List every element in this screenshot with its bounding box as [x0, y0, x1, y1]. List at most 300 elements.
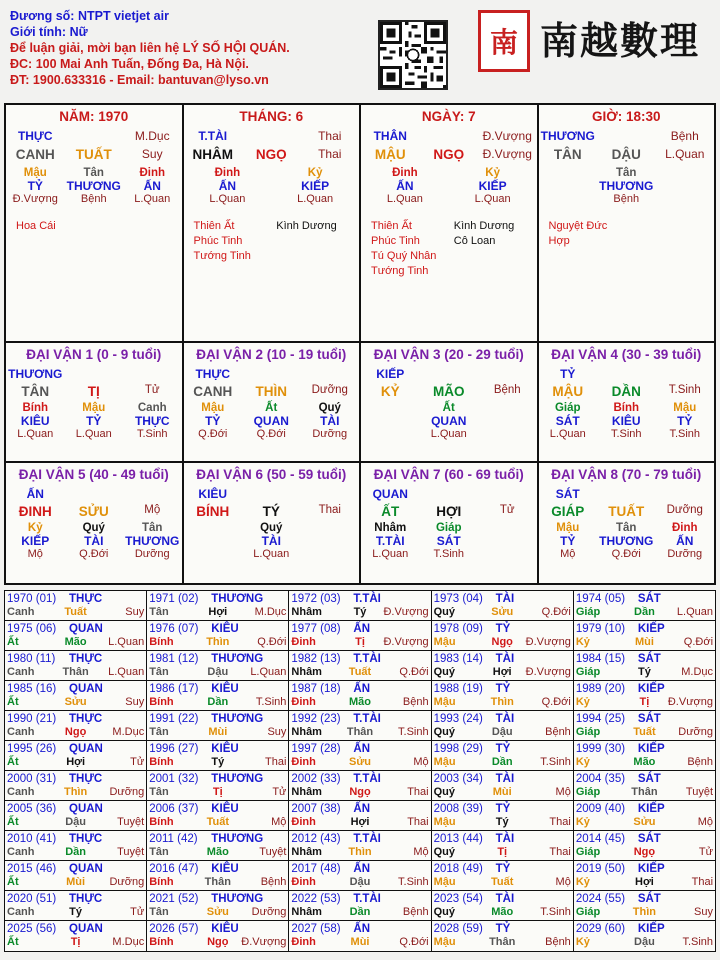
pillar-hgod-row — [184, 179, 360, 193]
year-line-2 — [576, 936, 713, 949]
luck-hidden-row — [539, 402, 715, 414]
year-god: THƯƠNG — [211, 653, 264, 665]
hidden-god: ẤN — [396, 179, 414, 193]
year-label: 1989 (20) — [575, 683, 626, 695]
year-god: ẤN — [353, 863, 371, 875]
year-chi: Ngọ — [64, 726, 87, 738]
luck-hidden-row — [6, 402, 182, 414]
pillar-god: THƯƠNG — [540, 129, 595, 143]
year-line-2 — [576, 756, 713, 769]
year-line-1 — [7, 892, 144, 906]
year-state: Suy — [125, 696, 145, 708]
stars-col-2 — [276, 219, 359, 264]
year-can: Mậu — [433, 936, 456, 948]
luck-state: Tử — [499, 504, 515, 516]
pillar-hgod-row — [361, 179, 537, 193]
year-god: THỰC — [69, 713, 103, 725]
year-line-1 — [434, 622, 571, 636]
year-god: TÀI — [495, 893, 515, 905]
hidden-god — [478, 414, 537, 428]
year-can: Ất — [7, 816, 19, 828]
year-chi: Tị — [70, 936, 81, 948]
year-state: L.Quan — [676, 606, 714, 618]
year-chi: Mùi — [634, 636, 654, 648]
year-god: T.TÀI — [353, 653, 381, 665]
luck-hidden-row — [184, 522, 360, 534]
luck-god-row — [361, 487, 537, 501]
year-row — [5, 861, 715, 891]
year-can: Ất — [7, 876, 19, 888]
hidden-note — [539, 193, 598, 205]
year-line-2 — [149, 846, 286, 859]
hidden-god: ẤN — [676, 534, 694, 548]
year-chi: Dần — [65, 846, 86, 858]
year-god: TỶ — [495, 803, 511, 815]
year-line-2 — [434, 786, 571, 799]
year-chi: Dậu — [349, 876, 371, 888]
luck-hnote-row — [6, 428, 182, 440]
year-label: 1986 (17) — [149, 683, 199, 695]
hidden-stem — [478, 522, 537, 534]
year-line-1 — [576, 622, 713, 636]
year-line-2 — [7, 816, 144, 829]
hidden-note: Bệnh — [80, 193, 107, 205]
hidden-stem: Giáp — [554, 402, 581, 414]
year-label: 1977 (08) — [291, 623, 341, 635]
year-god: TỶ — [495, 923, 511, 935]
year-cell — [432, 711, 574, 740]
year-chi: Dậu — [634, 936, 655, 948]
year-line-1 — [576, 772, 713, 786]
year-line-2 — [291, 636, 428, 649]
pillar-canchi-row — [361, 147, 537, 162]
year-line-1 — [576, 652, 713, 666]
year-line-1 — [434, 742, 571, 756]
pillar-hgod-row — [6, 179, 182, 193]
hidden-stem: Quý — [318, 402, 341, 414]
year-label: 2013 (44) — [433, 833, 483, 845]
luck-state: Tử — [144, 384, 160, 396]
spacer — [597, 487, 656, 501]
year-line-2 — [149, 786, 286, 799]
year-god: THỰC — [69, 773, 103, 785]
star-name: Tướng Tinh — [371, 265, 429, 277]
luck-hgod-row — [6, 534, 182, 548]
luck-cell — [539, 463, 715, 583]
year-chi: Tý — [637, 666, 651, 678]
luck-can: GIÁP — [551, 504, 585, 519]
luck-can: ẤT — [381, 504, 400, 519]
year-chi: Tuất — [491, 876, 514, 888]
hidden-note — [184, 548, 243, 560]
year-cell — [432, 861, 574, 890]
year-state: Mộ — [697, 816, 714, 828]
year-cell — [432, 891, 574, 920]
spacer — [242, 129, 301, 143]
year-line-1 — [149, 802, 286, 816]
stars-col-2 — [454, 219, 537, 279]
year-cell — [432, 591, 574, 620]
year-label: 2028 (59) — [433, 923, 483, 935]
luck-title: ĐẠI VẬN 8 (70 - 79 tuổi) — [551, 467, 702, 482]
year-chi: Sửu — [348, 756, 372, 768]
year-state: T.Sinh — [398, 726, 429, 738]
year-line-1 — [149, 772, 286, 786]
year-can: Giáp — [575, 786, 601, 798]
year-label: 2022 (53) — [291, 893, 341, 905]
year-god: KIẾP — [637, 683, 665, 695]
year-cell — [5, 771, 147, 800]
hidden-note: T.Sinh — [610, 428, 642, 440]
spacer — [420, 367, 479, 381]
year-cell — [574, 801, 715, 830]
year-chi: Thân — [62, 666, 89, 678]
year-god: ẤN — [353, 803, 371, 815]
year-can: Canh — [7, 606, 35, 618]
hidden-god: TÀI — [261, 534, 281, 548]
pillar-title: GIỜ: 18:30 — [591, 109, 661, 124]
spacer — [478, 367, 537, 381]
hidden-stem — [301, 522, 360, 534]
luck-hidden-row — [361, 402, 537, 414]
pillar-god-row — [361, 129, 537, 143]
year-label: 2017 (48) — [291, 863, 341, 875]
year-state: Dưỡng — [678, 726, 714, 738]
luck-hgod-row — [539, 414, 715, 428]
pillar-cell — [539, 105, 715, 341]
year-chi: Ngọ — [491, 636, 513, 648]
year-can: Đinh — [291, 936, 316, 948]
hidden-note: L.Quan — [75, 428, 112, 440]
spacer — [656, 367, 715, 381]
hidden-note: Đ.Vượng — [12, 193, 58, 205]
year-label: 2023 (54) — [433, 893, 483, 905]
luck-god-row — [6, 487, 182, 501]
year-state: Bệnh — [687, 756, 714, 768]
year-line-2 — [291, 816, 428, 829]
year-label: 2025 (56) — [7, 923, 57, 935]
year-can: Tân — [149, 906, 169, 918]
year-line-2 — [149, 696, 286, 709]
hidden-god: ẤN — [218, 179, 237, 193]
year-god: KIÊU — [211, 863, 239, 875]
year-line-1 — [291, 832, 428, 846]
year-god: THƯƠNG — [211, 713, 264, 725]
year-label: 2002 (33) — [291, 773, 341, 785]
luck-cell — [184, 343, 362, 461]
year-label: 2021 (52) — [149, 893, 199, 905]
luck-god: THỰC — [195, 367, 231, 381]
year-god: SÁT — [637, 893, 661, 905]
year-chi: Ngọ — [349, 786, 371, 798]
hidden-god: KIÊU — [20, 414, 50, 428]
luck-canchi-row — [361, 384, 537, 399]
year-line-1 — [149, 682, 286, 696]
year-line-1 — [291, 922, 428, 936]
hidden-god: KIẾP — [21, 534, 50, 548]
year-cell — [147, 681, 289, 710]
year-god: KIÊU — [211, 923, 239, 935]
year-god: TỶ — [495, 743, 511, 755]
year-can: Đinh — [291, 696, 316, 708]
year-can: Quý — [433, 726, 456, 738]
year-god: THƯƠNG — [211, 833, 264, 845]
year-line-2 — [576, 906, 713, 919]
luck-chi: TÝ — [262, 504, 280, 519]
year-god: QUAN — [69, 803, 103, 815]
year-label: 2010 (41) — [7, 833, 57, 845]
year-chi: Ngọ — [207, 936, 229, 948]
year-label: 2003 (34) — [433, 773, 483, 785]
year-chi: Tuất — [206, 816, 229, 828]
year-can: Kỷ — [575, 696, 590, 708]
year-cell — [5, 801, 147, 830]
year-state: Q.Đới — [399, 666, 429, 678]
spacer — [597, 129, 656, 143]
luck-god: ẤN — [26, 487, 44, 501]
year-state: T.Sinh — [540, 906, 571, 918]
year-god: THỰC — [69, 833, 103, 845]
stars-col-2 — [99, 219, 182, 234]
year-line-1 — [7, 742, 144, 756]
year-cell — [147, 921, 289, 951]
year-god: T.TÀI — [353, 593, 381, 605]
year-row — [5, 771, 715, 801]
year-label: 2024 (55) — [575, 893, 626, 905]
year-line-1 — [7, 772, 144, 786]
year-chi: Thân — [631, 786, 658, 798]
year-line-1 — [7, 622, 144, 636]
luck-chi: TUẤT — [608, 504, 645, 519]
hidden-god: QUAN — [431, 414, 467, 428]
year-cell — [574, 591, 715, 620]
year-line-2 — [149, 876, 286, 889]
luck-row-1 — [6, 343, 714, 463]
year-god: QUAN — [69, 623, 103, 635]
hidden-stem: Kỷ — [27, 522, 43, 534]
year-table — [4, 590, 716, 952]
year-cell — [289, 621, 431, 650]
luck-chi: HỢI — [436, 504, 462, 519]
year-state: Mộ — [413, 846, 429, 858]
year-line-1 — [576, 862, 713, 876]
year-cell — [5, 861, 147, 890]
luck-can: TÂN — [21, 384, 50, 399]
year-cell — [147, 621, 289, 650]
year-state: Đ.Vượng — [525, 666, 571, 678]
year-label: 1978 (09) — [433, 623, 483, 635]
luck-cell — [361, 463, 539, 583]
year-line-2 — [434, 846, 571, 859]
pillar-hgod-row — [539, 179, 715, 193]
luck-title: ĐẠI VẬN 6 (50 - 59 tuổi) — [196, 467, 347, 482]
year-row — [5, 831, 715, 861]
year-state: Thai — [265, 756, 287, 768]
year-line-2 — [7, 846, 144, 859]
year-state: Bệnh — [260, 876, 287, 888]
year-label: 1999 (30) — [575, 743, 626, 755]
hidden-stem: Kỷ — [485, 167, 500, 179]
year-line-2 — [149, 756, 286, 769]
year-line-1 — [291, 892, 428, 906]
year-state: Tử — [698, 846, 714, 858]
year-can: Kỷ — [575, 876, 590, 888]
luck-chi: DẦN — [611, 384, 641, 399]
year-god: TỶ — [495, 623, 511, 635]
year-line-2 — [576, 726, 713, 739]
year-row — [5, 591, 715, 621]
luck-god-row — [539, 487, 715, 501]
luck-title: ĐẠI VẬN 2 (10 - 19 tuổi) — [196, 347, 347, 362]
year-label: 1983 (14) — [433, 653, 483, 665]
year-label: 1980 (11) — [7, 653, 56, 665]
year-cell — [289, 681, 431, 710]
pillar-hnote-row — [6, 193, 182, 205]
year-cell — [147, 711, 289, 740]
year-god: SÁT — [637, 833, 661, 845]
year-can: Bính — [149, 756, 174, 768]
year-chi: Tý — [69, 906, 83, 918]
year-cell — [147, 831, 289, 860]
pillar-title: NĂM: 1970 — [59, 109, 129, 124]
year-line-1 — [7, 862, 144, 876]
year-chi: Tý — [353, 606, 367, 618]
year-line-1 — [576, 592, 713, 606]
year-state: Q.Đới — [257, 636, 287, 648]
year-chi: Mùi — [492, 786, 512, 798]
year-label: 2012 (43) — [291, 833, 341, 845]
hidden-note — [478, 548, 537, 560]
luck-hnote-row — [184, 428, 360, 440]
year-state: L.Quan — [108, 666, 145, 678]
year-line-2 — [7, 696, 144, 709]
year-line-2 — [291, 756, 428, 769]
year-line-2 — [434, 756, 571, 769]
owner-value: NTPT vietjet air — [77, 9, 169, 23]
year-chi: Dậu — [491, 726, 513, 738]
header-info — [10, 8, 290, 88]
year-line-2 — [7, 636, 144, 649]
year-line-1 — [434, 772, 571, 786]
year-cell — [289, 741, 431, 770]
year-label: 1987 (18) — [291, 683, 341, 695]
year-label: 1990 (21) — [7, 713, 57, 725]
year-state: Q.Đới — [399, 936, 429, 948]
year-can: Giáp — [575, 846, 601, 858]
luck-cell — [539, 343, 715, 461]
hidden-note: Q.Đới — [611, 548, 641, 560]
year-can: Kỷ — [575, 936, 590, 948]
year-god: T.TÀI — [353, 833, 381, 845]
year-line-1 — [434, 862, 571, 876]
year-cell — [5, 591, 147, 620]
luck-hnote-row — [539, 428, 715, 440]
hidden-note: L.Quan — [474, 193, 511, 205]
year-label: 2020 (51) — [7, 893, 57, 905]
hidden-stem — [478, 402, 537, 414]
luck-god: THƯƠNG — [8, 367, 63, 381]
hidden-stem: Quý — [82, 522, 105, 534]
star-name: Kình Dương — [453, 220, 515, 232]
year-label: 2000 (31) — [7, 773, 57, 785]
year-line-2 — [149, 606, 286, 619]
year-can: Quý — [433, 906, 456, 918]
year-cell — [5, 621, 147, 650]
year-line-1 — [291, 592, 428, 606]
seal-char: 南 — [489, 26, 518, 59]
pillar-chi: TUẤT — [75, 147, 112, 162]
star-name: Tướng Tinh — [193, 250, 251, 262]
year-cell — [289, 591, 431, 620]
year-line-2 — [434, 936, 571, 949]
year-chi: Thân — [489, 936, 516, 948]
contact-line: Để luận giải, mời bạn liên hệ LÝ SỐ HỘI QUÁN. — [10, 41, 290, 55]
hidden-stem — [539, 167, 598, 179]
year-line-2 — [291, 786, 428, 799]
year-label: 1976 (07) — [149, 623, 199, 635]
luck-chi: TỊ — [87, 384, 100, 399]
luck-chi: THÌN — [255, 384, 287, 399]
year-line-2 — [149, 636, 286, 649]
luck-title: ĐẠI VẬN 5 (40 - 49 tuổi) — [18, 467, 169, 482]
hidden-god: ẤN — [143, 179, 161, 193]
year-label: 1997 (28) — [291, 743, 341, 755]
year-cell — [574, 681, 715, 710]
hidden-stem: Đinh — [671, 522, 698, 534]
pillar-god-row — [184, 129, 360, 143]
year-line-2 — [434, 906, 571, 919]
hidden-stem: Tân — [616, 522, 637, 534]
year-god: THỰC — [69, 593, 103, 605]
luck-canchi-row — [184, 504, 360, 519]
year-can: Bính — [149, 816, 174, 828]
year-can: Canh — [7, 906, 35, 918]
luck-state: Mộ — [144, 504, 161, 516]
year-cell — [574, 831, 715, 860]
year-line-1 — [576, 802, 713, 816]
year-line-1 — [576, 892, 713, 906]
year-cell — [147, 801, 289, 830]
year-line-2 — [576, 636, 713, 649]
year-can: Nhâm — [291, 606, 322, 618]
year-line-1 — [576, 712, 713, 726]
hidden-stem: Tân — [83, 167, 104, 179]
year-line-1 — [291, 682, 428, 696]
year-line-1 — [291, 802, 428, 816]
year-line-2 — [291, 846, 428, 859]
year-god: QUAN — [69, 683, 103, 695]
year-line-2 — [149, 816, 286, 829]
year-can: Giáp — [575, 906, 601, 918]
year-row — [5, 621, 715, 651]
year-chi: Thìn — [63, 786, 88, 798]
pillar-state: Suy — [141, 147, 163, 161]
star-name: Kình Dương — [276, 220, 337, 232]
luck-hnote-row — [6, 548, 182, 560]
hidden-stem: Quý — [260, 522, 283, 534]
year-can: Nhâm — [291, 906, 322, 918]
luck-title: ĐẠI VẬN 3 (20 - 29 tuổi) — [373, 347, 524, 362]
year-chi: Sửu — [633, 816, 656, 828]
pillar-hidden-row — [361, 167, 537, 179]
hidden-god: KIẾP — [301, 179, 330, 193]
year-label: 1975 (06) — [7, 623, 57, 635]
spacer — [656, 487, 715, 501]
year-god: KIÊU — [211, 623, 239, 635]
year-god: TÀI — [495, 833, 515, 845]
year-label: 2004 (35) — [575, 773, 626, 785]
luck-can: ĐINH — [18, 504, 52, 519]
